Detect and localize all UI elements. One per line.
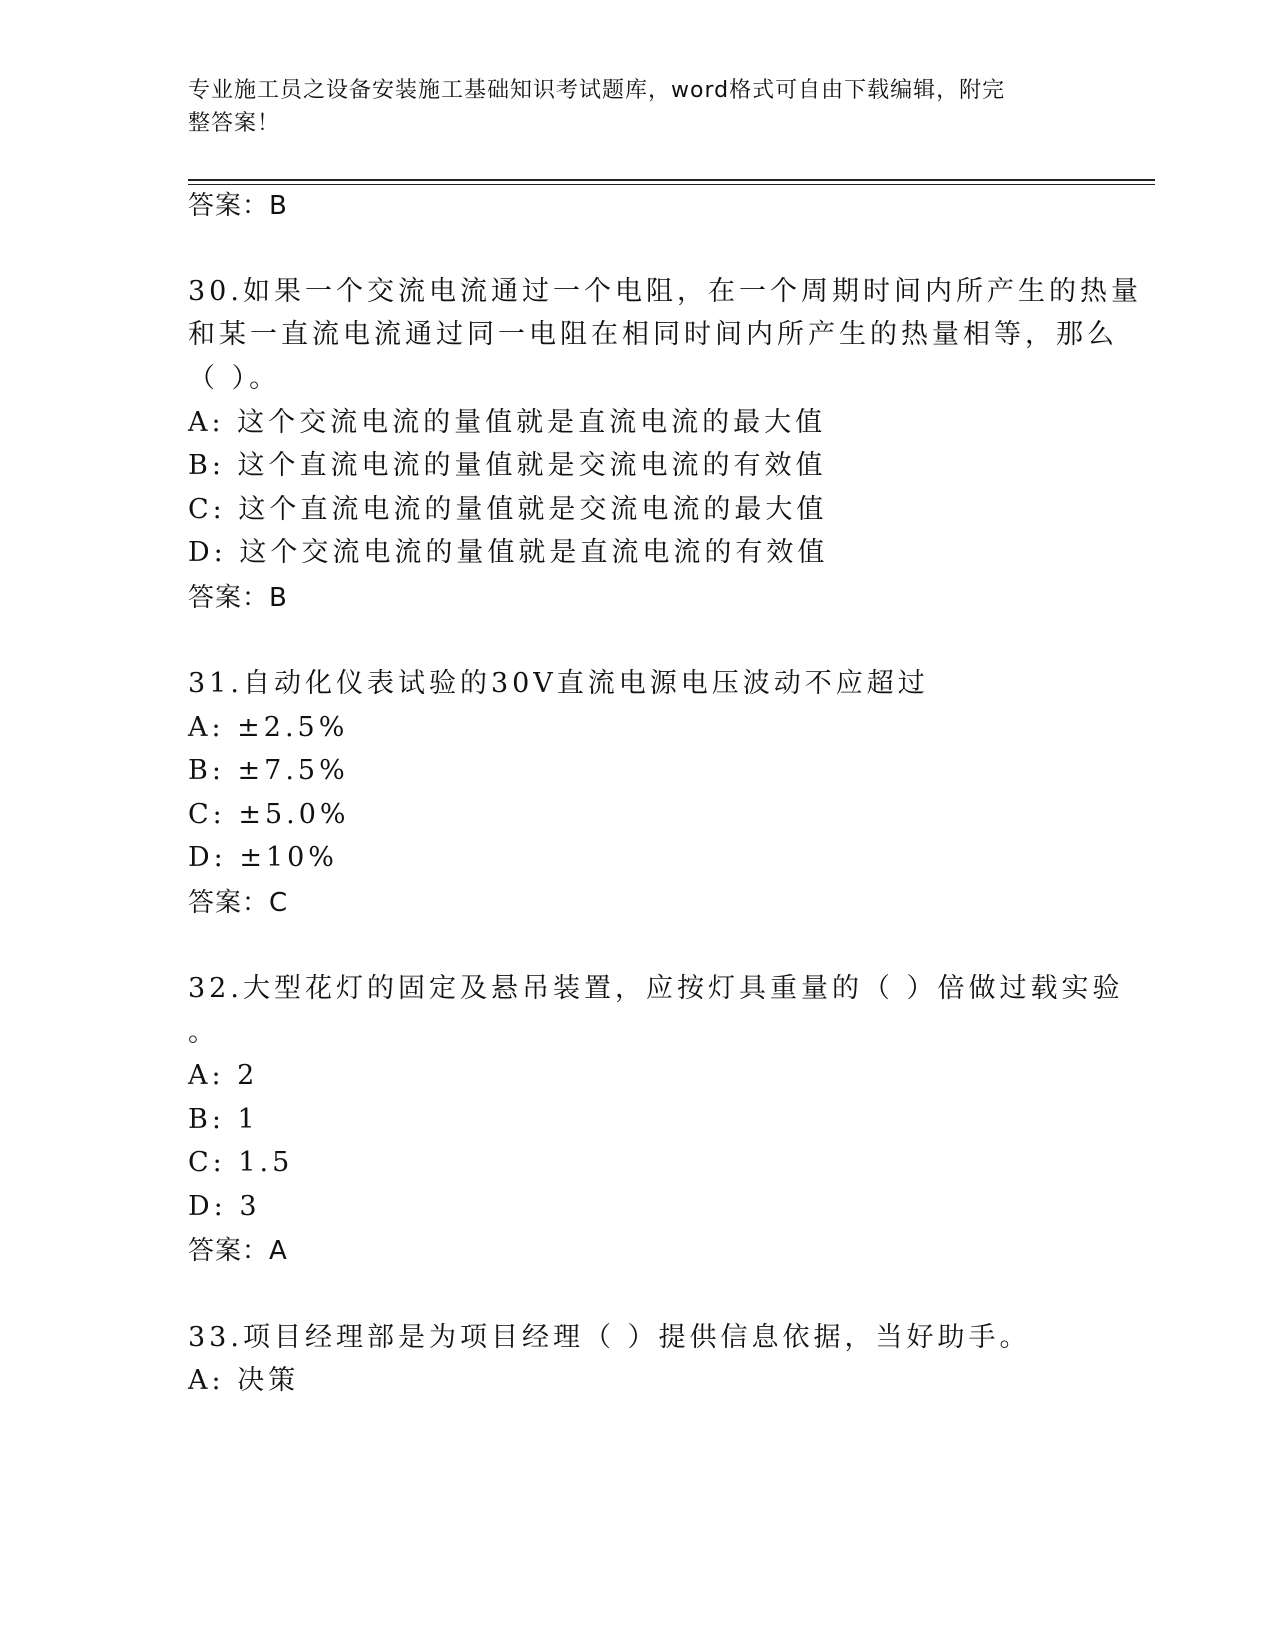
question-33-text-line-1: 33.项目经理部是为项目经理（ ）提供信息依据，当好助手。 (188, 1322, 1031, 1353)
question-31-option-d: D: ±10% (188, 842, 338, 873)
question-30-text-line-3: （ ）。 (188, 363, 281, 394)
question-32-option-b: B: 1 (188, 1104, 259, 1135)
question-31-option-c: C: ±5.0% (188, 799, 350, 830)
question-30-text-line-1: 30.如果一个交流电流通过一个电阻，在一个周期时间内所产生的热量 (188, 276, 1142, 307)
question-32-option-d: D: 3 (188, 1191, 261, 1222)
question-32-answer: 答案：A (188, 1236, 288, 1266)
question-32-option-a: A: 2 (188, 1060, 259, 1091)
question-32-text-line-1: 32.大型花灯的固定及悬吊装置，应按灯具重量的（ ）倍做过载实验 (188, 973, 1124, 1004)
question-32-option-c: C: 1.5 (188, 1147, 294, 1178)
question-31-option-a: A: ±2.5% (188, 712, 349, 743)
question-30-answer: 答案：B (188, 583, 288, 613)
header-title-line-1: 专业施工员之设备安装施工基础知识考试题库，word格式可自由下载编辑，附完 (188, 78, 1006, 103)
question-30-option-c: C: 这个直流电流的量值就是交流电流的最大值 (188, 494, 828, 525)
question-30-option-a: A: 这个交流电流的量值就是直流电流的最大值 (188, 407, 827, 438)
question-32-text-line-2: 。 (188, 1017, 219, 1048)
header-title-line-2: 整答案！ (188, 111, 281, 136)
question-30-option-b: B: 这个直流电流的量值就是交流电流的有效值 (188, 450, 827, 481)
question-30-option-d: D: 这个交流电流的量值就是直流电流的有效值 (188, 537, 829, 568)
header-divider-thick (188, 179, 1155, 181)
question-31-answer: 答案：C (188, 888, 289, 918)
question-31-text-line-1: 31.自动化仪表试验的30V直流电源电压波动不应超过 (188, 668, 929, 699)
document-header (188, 74, 1068, 140)
question-30-text-line-2: 和某一直流电流通过同一电阻在相同时间内所产生的热量相等，那么 (188, 319, 1118, 350)
answer-29: 答案：B (188, 191, 288, 221)
question-33-option-a: A: 决策 (188, 1365, 300, 1396)
header-divider-thin (188, 184, 1155, 185)
question-31-option-b: B: ±7.5% (188, 755, 349, 786)
